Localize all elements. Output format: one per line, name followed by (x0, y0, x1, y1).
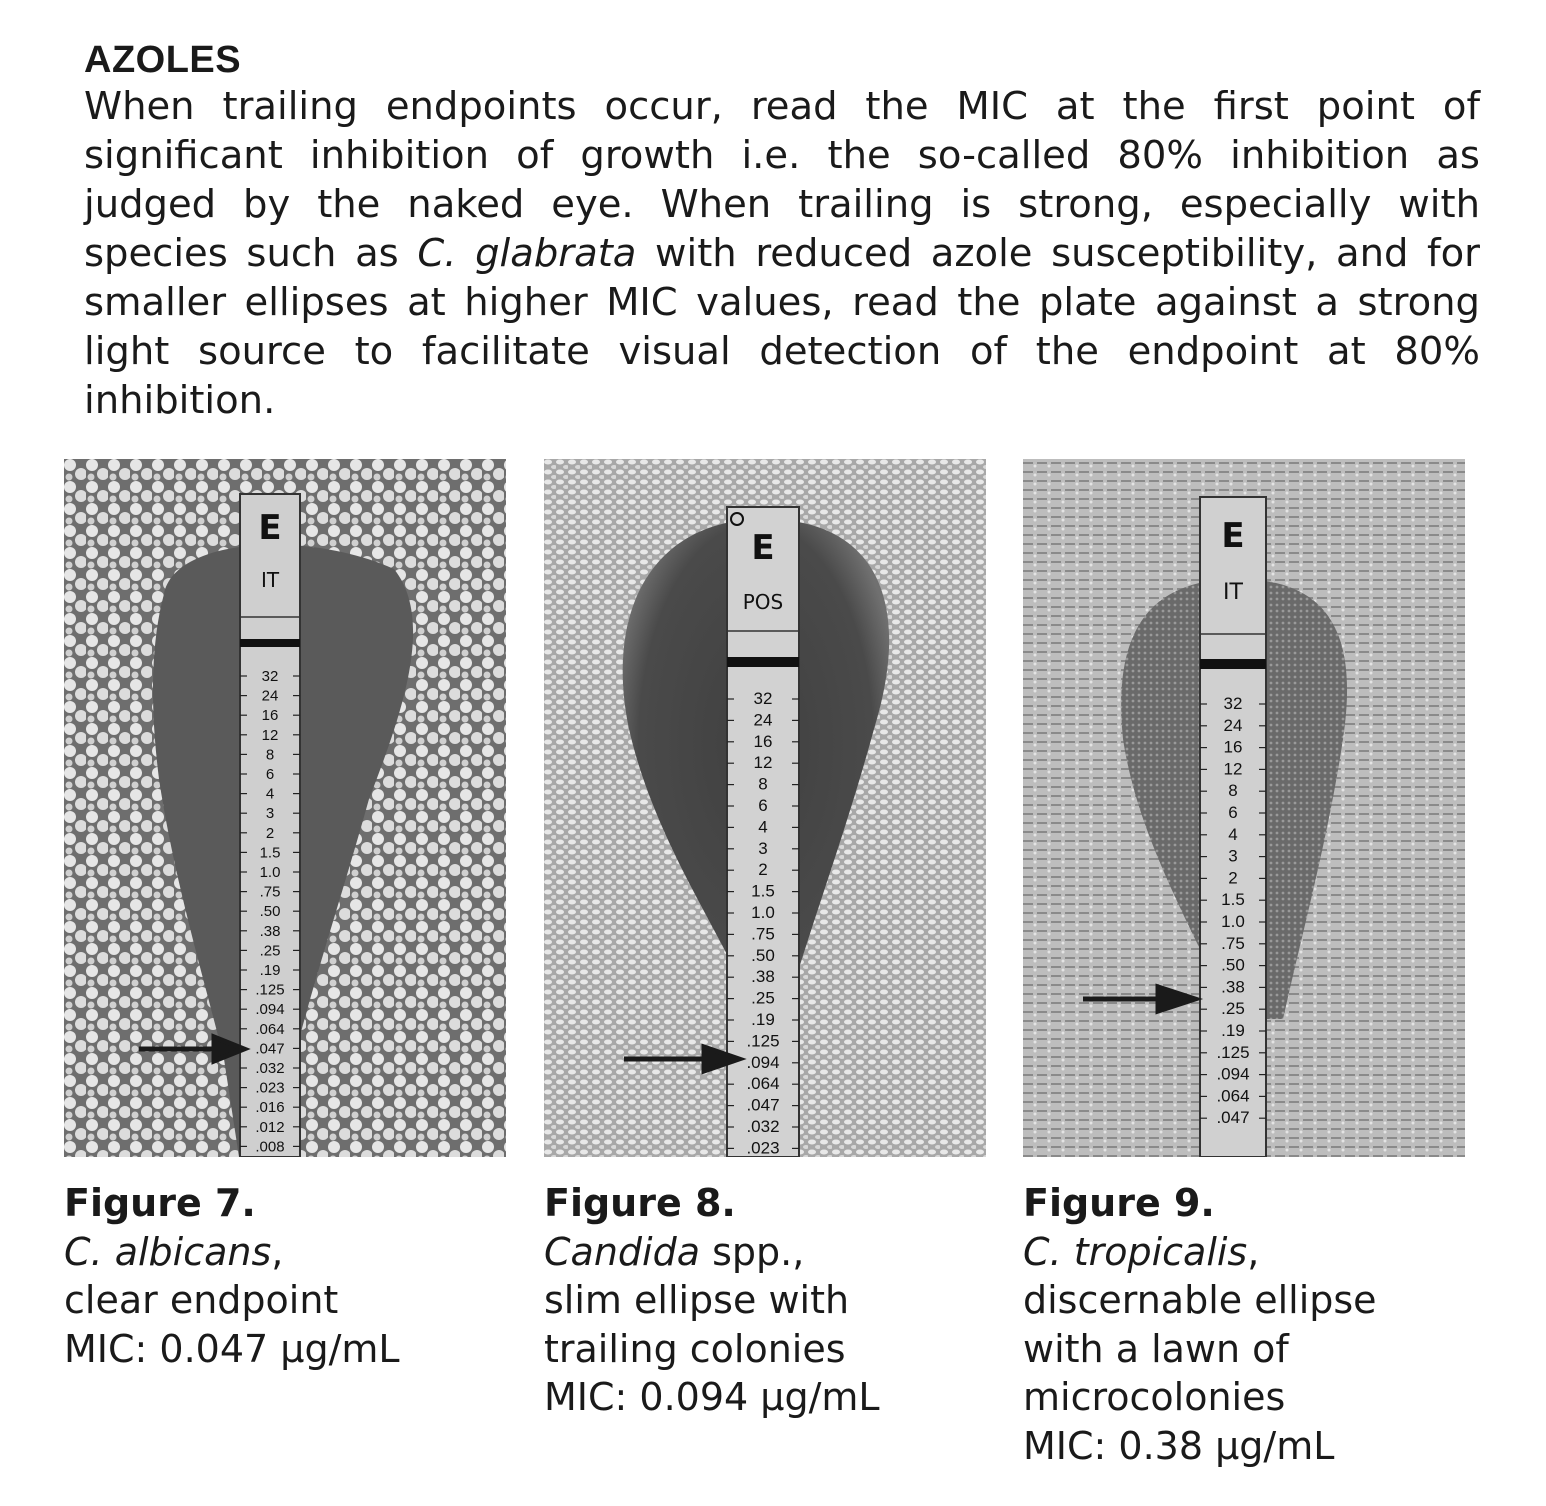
scale-tick-label: 2 (265, 824, 275, 842)
scale-tick-label: .19 (259, 962, 281, 979)
scale-tick-label: 4 (265, 785, 275, 803)
organism-name: C. tropicalis (1023, 1229, 1248, 1274)
strip-logo: E (1221, 516, 1245, 556)
figure-title: Figure 7. (64, 1181, 256, 1225)
scale-tick-label: .012 (255, 1118, 285, 1136)
scale-tick-label: 3 (758, 838, 768, 858)
strip-logo: E (258, 508, 282, 548)
scale-tick-label: .19 (1221, 1021, 1245, 1040)
organism-line (64, 1228, 506, 1277)
scale-tick-label: 1.0 (1221, 912, 1245, 931)
organism-suffix: spp., (700, 1229, 805, 1274)
scale-tick-label: .032 (746, 1117, 780, 1136)
paragraph-part-2: with reduced azole susceptibility, and for smaller ellipses at higher MIC values, read the plate against a strong light source to facilitate visual detection of the endpoint at 80% inhibition. (84, 231, 1480, 423)
caption-line: slim ellipse with (544, 1278, 850, 1322)
strip-code: POS (742, 590, 784, 614)
scale-tick-label: .064 (255, 1020, 285, 1038)
scale-tick-label: .064 (1216, 1086, 1250, 1106)
scale-tick-label: 2 (1228, 868, 1238, 888)
scale-tick-label: .38 (259, 922, 281, 940)
scale-tick-label: .032 (255, 1060, 285, 1077)
scale-tick-label: 8 (1228, 781, 1238, 801)
scale-tick-label: 8 (265, 746, 275, 764)
scale-tick-label: .50 (259, 903, 281, 921)
scale-tick-label: 24 (261, 687, 279, 705)
scale-tick-label: .75 (259, 883, 281, 901)
caption-line: trailing colonies (544, 1326, 846, 1371)
mic-value: MIC: 0.047 µg/mL (64, 1326, 400, 1371)
scale-tick-label: 32 (261, 668, 279, 685)
paragraph-part-1: When trailing endpoints occur, read the MIC at the first point of significant inhibition of growth i.e. the so-called 80% inhibition as judged by the naked eye. When trailing is strong, especially with species such as (84, 84, 1480, 276)
scale-tick-label: .125 (255, 981, 285, 999)
scale-tick-label: .50 (751, 945, 775, 965)
figure-title: Figure 8. (544, 1181, 736, 1225)
scale-tick-label: .047 (746, 1095, 780, 1115)
figure-title: Figure 9. (1023, 1181, 1215, 1225)
scale-tick-label: 1.5 (751, 881, 775, 901)
figure-7-caption (64, 1179, 506, 1373)
azoles-section (84, 38, 1480, 425)
scale-tick-label: 6 (1228, 803, 1238, 822)
organism-line (544, 1228, 986, 1277)
organism-name: C. albicans (64, 1229, 272, 1274)
scale-tick-label: .38 (751, 967, 775, 987)
mic-value: MIC: 0.094 µg/mL (544, 1375, 880, 1419)
figure-9-photo (1023, 459, 1465, 1157)
organism-suffix: , (271, 1229, 284, 1274)
figure-8-caption (544, 1179, 986, 1422)
organism-name: Candida (544, 1229, 700, 1274)
scale-tick-label: 32 (1223, 694, 1243, 713)
scale-tick-label: 2 (758, 860, 768, 880)
scale-tick-label: .094 (1216, 1064, 1250, 1084)
scale-tick-label: .19 (751, 1010, 775, 1029)
scale-tick-label: 16 (753, 731, 773, 751)
scale-tick-label: .125 (1216, 1042, 1250, 1062)
scale-tick-label: .094 (746, 1052, 780, 1072)
caption-line: clear endpoint (64, 1278, 339, 1322)
scale-tick-label: 3 (1228, 846, 1238, 866)
scale-tick-label: .047 (1216, 1108, 1250, 1128)
caption-line: discernable ellipse (1023, 1278, 1377, 1322)
scale-tick-label: 3 (265, 805, 275, 823)
figure-8 (544, 459, 986, 1422)
scale-tick-label: .008 (255, 1138, 285, 1156)
scale-tick-label: .094 (255, 1001, 285, 1019)
strip-code: IT (1223, 580, 1243, 605)
caption-line: microcolonies (1023, 1375, 1286, 1419)
scale-tick-label: .25 (1221, 999, 1245, 1019)
strip-logo: E (751, 528, 775, 568)
scale-tick-label: 4 (758, 817, 768, 837)
scale-tick-label: 32 (753, 689, 773, 708)
scale-tick-label: 24 (1223, 715, 1243, 735)
figure-8-photo (544, 459, 986, 1157)
strip-code: IT (260, 568, 280, 592)
scale-tick-label: .38 (1221, 977, 1245, 997)
instruction-paragraph (84, 82, 1480, 425)
scale-tick-label: .023 (746, 1138, 780, 1157)
scale-tick-label: 24 (753, 710, 773, 730)
caption-line: with a lawn of (1023, 1326, 1289, 1371)
scale-tick-label: 8 (758, 774, 768, 794)
section-heading: AZOLES (84, 39, 242, 81)
scale-tick-label: 6 (758, 796, 768, 815)
figure-7 (64, 459, 506, 1373)
scale-tick-label: .023 (255, 1079, 285, 1097)
figure-9 (1023, 459, 1465, 1470)
scale-tick-label: .25 (751, 988, 775, 1008)
scale-tick-label: 4 (1228, 824, 1238, 844)
scale-tick-label: 12 (1223, 759, 1243, 779)
scale-tick-label: 1.5 (259, 844, 281, 862)
scale-tick-label: 1.0 (259, 864, 281, 881)
species-name: C. glabrata (417, 231, 637, 276)
scale-tick-label: .50 (1221, 955, 1245, 975)
figure-7-photo (64, 459, 506, 1157)
scale-tick-label: 12 (261, 726, 279, 744)
scale-tick-label: 16 (1223, 737, 1243, 757)
scale-tick-label: 6 (265, 766, 275, 783)
mic-value: MIC: 0.38 µg/mL (1023, 1423, 1335, 1468)
scale-tick-label: .125 (746, 1031, 780, 1051)
scale-tick-label: 12 (753, 753, 773, 773)
organism-suffix: , (1247, 1229, 1260, 1274)
scale-tick-label: .016 (255, 1099, 285, 1117)
scale-tick-label: .75 (751, 924, 775, 944)
organism-line (1023, 1228, 1465, 1277)
scale-tick-label: .064 (746, 1074, 780, 1094)
scale-tick-label: 1.0 (751, 903, 775, 922)
scale-tick-label: 16 (261, 707, 279, 725)
figure-9-caption (1023, 1179, 1465, 1470)
scale-tick-label: .75 (1221, 933, 1245, 953)
scale-tick-label: 1.5 (1221, 890, 1245, 910)
scale-tick-label: .047 (255, 1040, 285, 1058)
scale-tick-label: .25 (259, 942, 281, 960)
